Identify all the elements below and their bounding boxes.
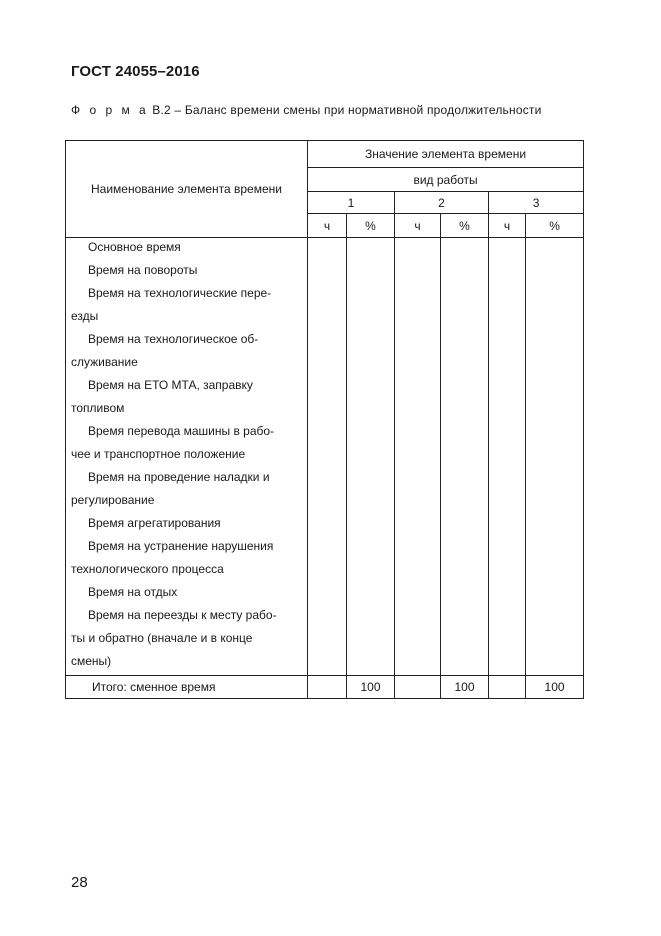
unit-hours-3: ч (489, 214, 526, 238)
time-element-line: чее и транспортное положение (71, 447, 246, 461)
total-value (308, 676, 347, 699)
time-element-line: Время на технологическое об- (88, 332, 259, 346)
time-element-line: Время перевода машины в рабо- (88, 424, 275, 438)
time-element-line: топливом (71, 401, 125, 415)
total-value: 100 (441, 676, 489, 699)
unit-percent-3: % (526, 214, 584, 238)
time-element-line: Время на технологические пере- (88, 286, 272, 300)
time-element-line: технологического процесса (71, 562, 224, 576)
value-cell (395, 238, 441, 676)
time-element-line: Время агрегатирования (88, 516, 221, 530)
work-kind-2: 2 (395, 192, 489, 214)
time-element-line: Основное время (88, 240, 181, 254)
total-value (489, 676, 526, 699)
time-element-line: Время на устранение нарушения (88, 539, 274, 553)
time-element-line: Время на отдых (88, 585, 178, 599)
time-element-line: Время на проведение наладки и (88, 470, 270, 484)
time-element-line: смены) (71, 654, 112, 668)
time-balance-table (65, 140, 584, 699)
form-caption (71, 103, 542, 117)
time-element-line: Время на переезды к месту рабо- (88, 608, 277, 622)
unit-percent-1: % (347, 214, 395, 238)
unit-hours-2: ч (395, 214, 441, 238)
value-header: Значение элемента времени (308, 141, 584, 168)
work-kind-3: 3 (489, 192, 584, 214)
total-row (66, 676, 584, 699)
total-value: 100 (347, 676, 395, 699)
time-element-line: езды (71, 309, 99, 323)
time-element-line: регулирование (71, 493, 155, 507)
caption-prefix: Ф о р м а (71, 103, 149, 117)
total-value: 100 (526, 676, 584, 699)
time-element-line: Время на ЕТО МТА, заправку (88, 378, 253, 392)
name-column-header: Наименование элемента времени (66, 141, 308, 238)
value-cell (308, 238, 347, 676)
work-kind-header: вид работы (308, 168, 584, 192)
value-cell (526, 238, 584, 676)
value-cell (441, 238, 489, 676)
unit-hours-1: ч (308, 214, 347, 238)
caption-text: В.2 – Баланс времени смены при нормативной продолжительности (148, 103, 542, 117)
time-element-names (66, 238, 308, 676)
unit-percent-2: % (441, 214, 489, 238)
time-element-line: служивание (71, 355, 138, 369)
value-cell (347, 238, 395, 676)
document-code: ГОСТ 24055–2016 (71, 63, 200, 80)
time-element-line: ты и обратно (вначале и в конце (71, 631, 253, 645)
page-number: 28 (71, 874, 88, 891)
total-value (395, 676, 441, 699)
work-kind-1: 1 (308, 192, 395, 214)
time-element-line: Время на повороты (88, 263, 198, 277)
total-label: Итого: сменное время (66, 676, 308, 699)
value-cell (489, 238, 526, 676)
